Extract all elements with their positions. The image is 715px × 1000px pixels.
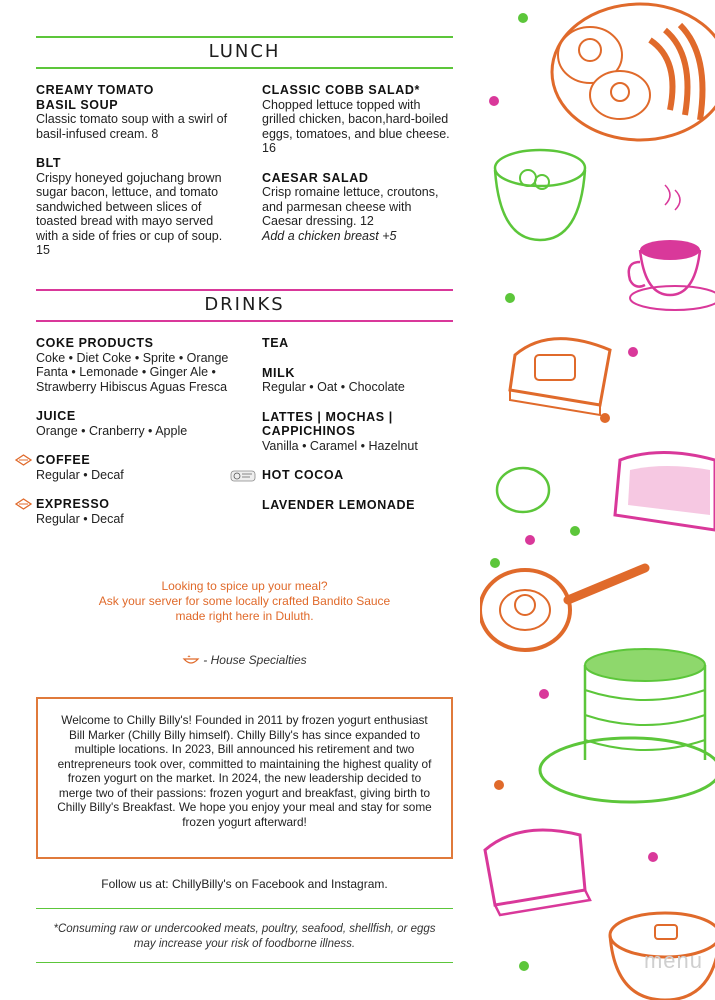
lunch-right-column — [262, 83, 452, 252]
house-specialties-legend — [36, 653, 453, 667]
promo-line-3: made right here in Duluth. — [175, 609, 314, 623]
drink-lattes — [262, 410, 452, 454]
about-us-text: Welcome to Chilly Billy's! Founded in 2011 by frozen yogurt enthusiast Bill Marker (Chilly Billy himself). Chilly Billy's has since expanded to multiple locations. In 2023, Bill announced his retirement and two entrepreneurs took over, committed to maintaining the highest quality of frozen yogurt on the market. In 2024, the new leadership decided to merge two of their passions: frozen yogurt and breakfast, giving birth to Chilly Billy's Breakfast. We hope you enjoy your meal and stay for some frozen yogurt afterward! — [57, 713, 432, 829]
disclaimer-line-2: may increase your risk of foodborne illness. — [133, 937, 356, 950]
item-description: Coke • Diet Coke • Sprite • Orange Fanta • Lemonade • Ginger Ale • Strawberry Hibiscus Aguas Fresca — [36, 350, 229, 394]
promo-line-2: Ask your server for some locally crafted Bandito Sauce — [98, 594, 391, 608]
lunch-top-rule — [36, 36, 453, 38]
item-description: Regular • Oat • Chocolate — [262, 380, 405, 394]
drink-hot-cocoa — [262, 468, 452, 483]
watermark-text: menu — [643, 948, 703, 973]
disclaimer-bottom-rule — [36, 962, 453, 963]
drinks-top-rule — [36, 289, 453, 291]
item-name: LAVENDER LEMONADE — [262, 497, 416, 512]
menu-item-tomato-soup — [36, 83, 236, 141]
item-name: COKE PRODUCTS — [36, 336, 154, 350]
frying-pan-icon — [480, 568, 645, 650]
item-description: Classic tomato soup with a swirl of basil-infused cream. 8 — [36, 112, 228, 141]
item-addon: Add a chicken breast +5 — [262, 228, 397, 243]
legend-text: - House Specialties — [203, 653, 307, 667]
item-description: Regular • Decaf — [36, 511, 124, 526]
egg-icon — [497, 468, 549, 512]
pancake-stack-icon — [540, 649, 715, 802]
item-name: CREAMY TOMATO BASIL SOUP — [36, 83, 154, 112]
drink-lavender-lemonade — [262, 498, 452, 513]
bread-slices-icon — [485, 830, 590, 915]
item-name: CLASSIC COBB SALAD* — [262, 83, 420, 97]
mascot-icon — [230, 469, 256, 483]
eggs-bacon-plate-icon — [552, 4, 715, 140]
drinks-right-column — [262, 336, 452, 521]
magenta-cup-icon — [629, 185, 715, 310]
disclaimer-top-rule — [36, 908, 453, 909]
item-description: Chopped lettuce topped with grilled chicken, bacon,hard-boiled eggs, tomatoes, and blue cheese. 16 — [262, 97, 450, 155]
menu-item-cobb-salad — [262, 83, 452, 156]
drinks-left-column — [36, 336, 236, 535]
bandito-sauce-promo — [36, 579, 453, 624]
item-description: Vanilla • Caramel • Hazelnut — [262, 438, 418, 453]
item-name: HOT COCOA — [262, 468, 344, 482]
food-safety-disclaimer — [36, 922, 453, 951]
specialty-bowl-icon — [15, 454, 32, 466]
item-name: BLT — [36, 156, 62, 170]
drink-expresso — [36, 497, 236, 526]
item-description: Crisp romaine lettuce, croutons, and parmesan cheese with Caesar dressing. 12 — [262, 185, 439, 228]
drink-coke-products — [36, 336, 236, 394]
specialty-bowl-icon — [15, 498, 32, 510]
drink-milk — [262, 366, 452, 395]
disclaimer-line-1: *Consuming raw or undercooked meats, poultry, seafood, shellfish, or eggs — [53, 923, 436, 935]
about-us-box — [36, 697, 453, 859]
promo-line-1: Looking to spice up your meal? — [161, 579, 328, 593]
item-name: JUICE — [36, 409, 76, 423]
lunch-bottom-rule — [36, 67, 453, 69]
drink-coffee — [36, 453, 236, 482]
item-name: CAESAR SALAD — [262, 170, 369, 185]
drinks-title: DRINKS — [204, 294, 285, 315]
item-name: EXPRESSO — [36, 497, 110, 511]
item-description: Regular • Decaf — [36, 467, 124, 482]
specialty-bowl-icon — [182, 655, 200, 666]
drink-juice — [36, 409, 236, 438]
food-illustrations — [480, 0, 715, 1000]
menu-item-blt — [36, 156, 236, 258]
item-name: MILK — [262, 365, 295, 380]
item-name: LATTES | MOCHAS | CAPPICHINOS — [262, 409, 393, 438]
social-follow-text: Follow us at: ChillyBilly's on Facebook and Instagram. — [101, 877, 388, 891]
item-name: TEA — [262, 336, 289, 350]
magenta-toast-icon — [615, 453, 715, 531]
lunch-title: LUNCH — [208, 41, 281, 62]
item-description: Crispy honeyed gojuchang brown sugar bacon, lettuce, and tomato sandwiched between slices of toasted bread with mayo served with a side of fries or cup of soup. 15 — [36, 170, 223, 257]
item-name: COFFEE — [36, 453, 91, 467]
item-description: Orange • Cranberry • Apple — [36, 423, 188, 438]
menu-item-caesar-salad — [262, 171, 452, 244]
toast-butter-icon — [510, 339, 610, 415]
drinks-bottom-rule — [36, 320, 453, 322]
drink-tea — [262, 336, 452, 351]
lunch-left-column — [36, 83, 236, 267]
green-bowl-icon — [495, 150, 585, 240]
